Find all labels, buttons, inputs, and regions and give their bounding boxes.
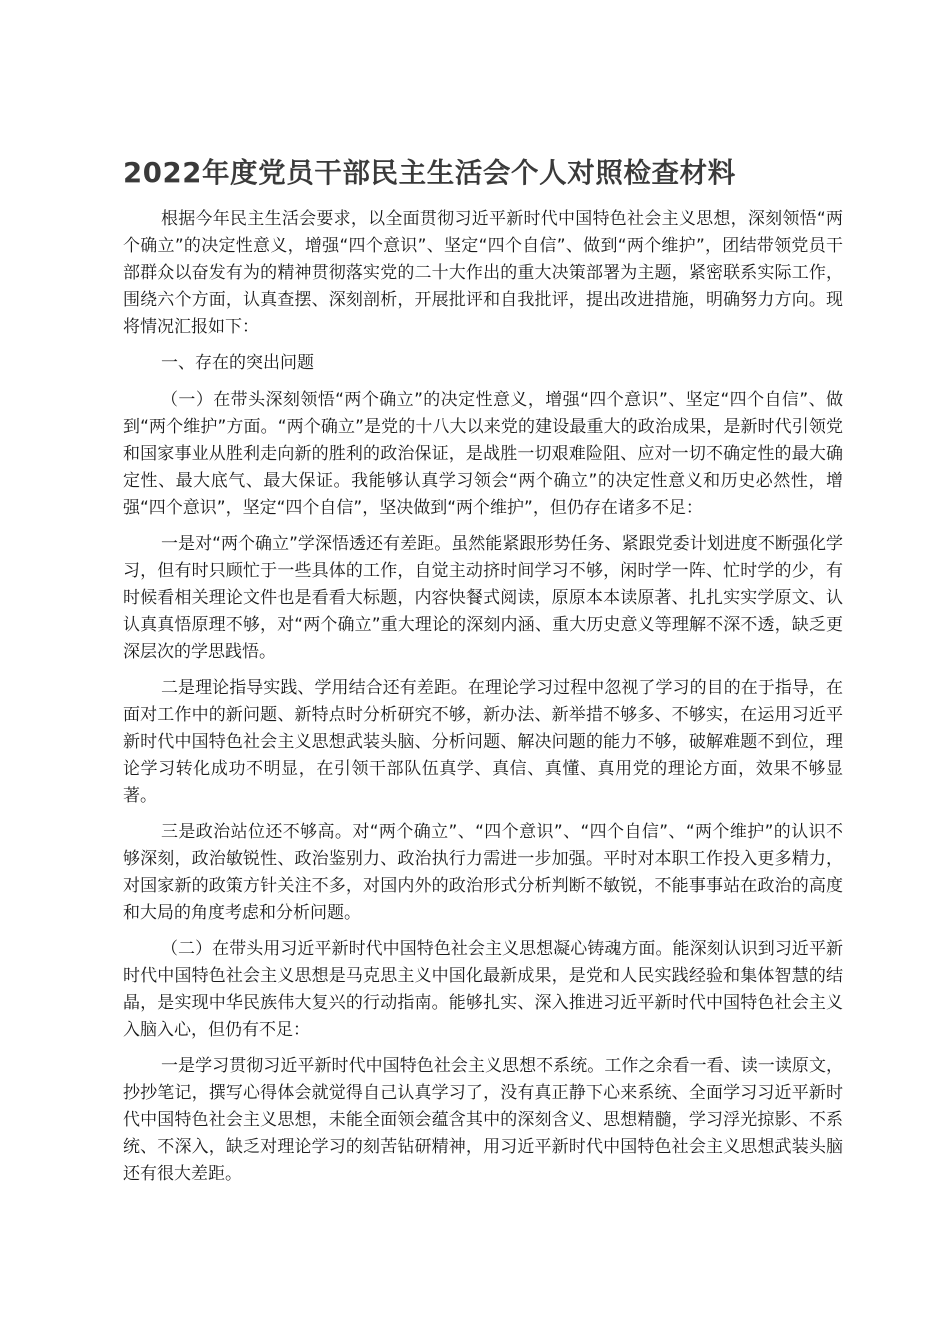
point-3-paragraph: 三是政治站位还不够高。对“两个确立”、“四个意识”、“四个自信”、“两个维护”的认识不够深刻，政治敏锐性、政治鉴别力、政治执行力需进一步加强。平时对本职工作投入更多精力，对国家新的政策方针关注不多，对国内外的政治形式分析判断不敏锐，不能事事站在政治的高度和大局的角度考虑和分析问题。 <box>123 822 843 923</box>
point-1-paragraph: 一是对“两个确立”学深悟透还有差距。虽然能紧跟形势任务、紧跟党委计划进度不断强化学习，但有时只顾忙于一些具体的工作，自觉主动挤时间学习不够，闲时学一阵、忙时学的少，有时候看相关理论文件也是看看大标题，内容快餐式阅读，原原本本读原著、扎扎实实学原文、认认真真悟原理不够，对“两个确立”重大理论的深刻内涵、重大历史意义等理解不深不透，缺乏更深层次的学思践悟。 <box>123 534 843 662</box>
subsection-1-paragraph: （一）在带头深刻领悟“两个确立”的决定性意义，增强“四个意识”、坚定“四个自信”、做到“两个维护”方面。“两个确立”是党的十八大以来党的建设最重大的政治成果，是新时代引领党和国家事业从胜利走向新的胜利的政治保证，是战胜一切艰难险阻、应对一切不确定性的最大确定性、最大底气、最大保证。我能够认真学习领会“两个确立”的决定性意义和历史必然性，增强“四个意识”，坚定“四个自信”，坚决做到“两个维护”，但仍存在诸多不足： <box>123 390 843 518</box>
subsection-2-point-1-paragraph: 一是学习贯彻习近平新时代中国特色社会主义思想不系统。工作之余看一看、读一读原文，抄抄笔记，撰写心得体会就觉得自己认真学习了，没有真正静下心来系统、全面学习习近平新时代中国特色社会主义思想，未能全面领会蕴含其中的深刻含义、思想精髓，学习浮光掠影、不系统、不深入，缺乏对理论学习的刻苦钻研精神，用习近平新时代中国特色社会主义思想武装头脑还有很大差距。 <box>123 1056 843 1184</box>
section-heading: 一、存在的突出问题 <box>161 353 314 373</box>
document-body <box>123 206 843 1197</box>
subsection-2-paragraph: （二）在带头用习近平新时代中国特色社会主义思想凝心铸魂方面。能深刻认识到习近平新时代中国特色社会主义思想是马克思主义中国化最新成果，是党和人民实践经验和集体智慧的结晶，是实现中华民族伟大复兴的行动指南。能够扎实、深入推进习近平新时代中国特色社会主义入脑入心，但仍有不足： <box>123 939 843 1040</box>
document-title: 2022年度党员干部民主生活会个人对照检查材料 <box>123 157 736 189</box>
intro-paragraph: 根据今年民主生活会要求，以全面贯彻习近平新时代中国特色社会主义思想，深刻领悟“两个确立”的决定性意义，增强“四个意识”、坚定“四个自信”、做到“两个维护”，团结带领党员干部群众以奋发有为的精神贯彻落实党的二十大作出的重大决策部署为主题，紧密联系实际工作，围绕六个方面，认真查摆、深刻剖析，开展批评和自我批评，提出改进措施，明确努力方向。现将情况汇报如下： <box>123 209 843 337</box>
point-2-paragraph: 二是理论指导实践、学用结合还有差距。在理论学习过程中忽视了学习的目的在于指导，在面对工作中的新问题、新特点时分析研究不够，新办法、新举措不够多、不够实，在运用习近平新时代中国特色社会主义思想武装头脑、分析问题、解决问题的能力不够，破解难题不到位，理论学习转化成功不明显，在引领干部队伍真学、真信、真懂、真用党的理论方面，效果不够显著。 <box>123 678 843 806</box>
